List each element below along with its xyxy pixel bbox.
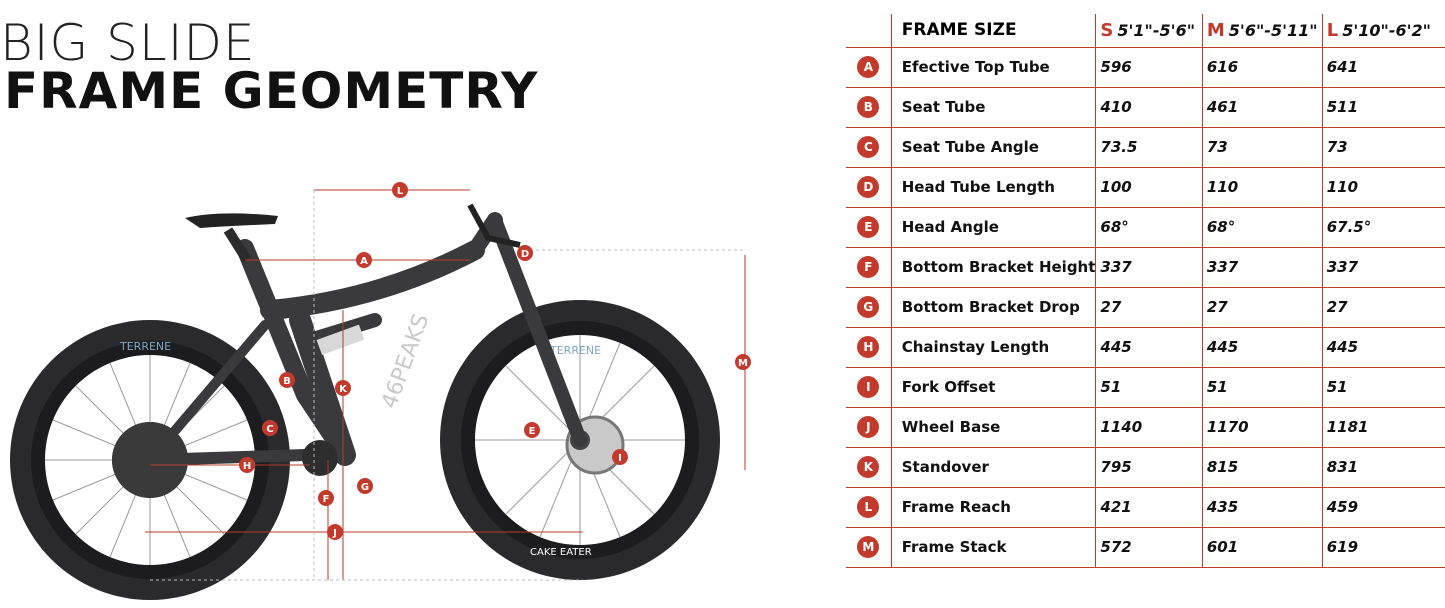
cassette bbox=[112, 422, 188, 498]
value-m: 73 bbox=[1202, 127, 1322, 167]
value-l: 619 bbox=[1322, 527, 1445, 567]
marker-C bbox=[262, 420, 278, 436]
frame-brand: 46PEAKS bbox=[377, 310, 435, 413]
value-m: 27 bbox=[1202, 287, 1322, 327]
value-l: 445 bbox=[1322, 327, 1445, 367]
badge-cell bbox=[846, 487, 891, 527]
table-row bbox=[846, 407, 1445, 447]
measure-badge: L bbox=[857, 496, 879, 518]
value-m: 445 bbox=[1202, 327, 1322, 367]
table-row bbox=[846, 487, 1445, 527]
value-s: 100 bbox=[1096, 167, 1202, 207]
table-row bbox=[846, 327, 1445, 367]
measure-badge: D bbox=[857, 176, 879, 198]
table-row bbox=[846, 207, 1445, 247]
measure-badge: K bbox=[857, 456, 879, 478]
value-l: 1181 bbox=[1322, 407, 1445, 447]
badge-cell bbox=[846, 207, 891, 247]
value-s: 421 bbox=[1096, 487, 1202, 527]
measure-badge: G bbox=[857, 296, 879, 318]
badge-cell bbox=[846, 327, 891, 367]
marker-I bbox=[612, 449, 628, 465]
bike-diagram bbox=[0, 150, 790, 600]
row-label: Bottom Bracket Height bbox=[891, 247, 1096, 287]
table-corner bbox=[846, 14, 891, 47]
value-m: 337 bbox=[1202, 247, 1322, 287]
svg-text:D: D bbox=[520, 249, 530, 260]
svg-text:F: F bbox=[322, 494, 330, 505]
value-l: 110 bbox=[1322, 167, 1445, 207]
svg-text:I: I bbox=[618, 453, 622, 464]
row-label: Head Tube Length bbox=[891, 167, 1096, 207]
value-l: 67.5° bbox=[1322, 207, 1445, 247]
row-label: Frame Reach bbox=[891, 487, 1096, 527]
row-label: Head Angle bbox=[891, 207, 1096, 247]
table-header-row bbox=[846, 14, 1445, 47]
svg-text:J: J bbox=[333, 528, 337, 539]
value-l: 459 bbox=[1322, 487, 1445, 527]
title-line2: FRAME GEOMETRY bbox=[4, 62, 539, 120]
rim-brand: CAKE EATER bbox=[530, 547, 592, 558]
svg-text:E: E bbox=[528, 426, 536, 437]
value-s: 51 bbox=[1096, 367, 1202, 407]
value-s: 795 bbox=[1096, 447, 1202, 487]
measure-badge: I bbox=[857, 376, 879, 398]
title-line1: BIG SLIDE bbox=[0, 14, 256, 72]
table-row bbox=[846, 167, 1445, 207]
row-label: Standover bbox=[891, 447, 1096, 487]
size-range: 5'6"-5'11" bbox=[1228, 20, 1318, 40]
svg-text:M: M bbox=[738, 358, 748, 369]
badge-cell bbox=[846, 287, 891, 327]
value-l: 337 bbox=[1322, 247, 1445, 287]
table-row bbox=[846, 367, 1445, 407]
measure-badge: J bbox=[857, 416, 879, 438]
measure-badge: E bbox=[857, 216, 879, 238]
marker-J bbox=[327, 524, 343, 540]
table-row bbox=[846, 47, 1445, 87]
table-row bbox=[846, 287, 1445, 327]
bike-illustration bbox=[0, 150, 790, 600]
value-s: 337 bbox=[1096, 247, 1202, 287]
value-s: 27 bbox=[1096, 287, 1202, 327]
svg-text:L: L bbox=[396, 186, 404, 197]
marker-A bbox=[356, 252, 372, 268]
size-m-header bbox=[1202, 14, 1322, 47]
value-s: 1140 bbox=[1096, 407, 1202, 447]
row-label: Chainstay Length bbox=[891, 327, 1096, 367]
svg-text:C: C bbox=[266, 424, 274, 435]
front-tire-brand: TERRENE bbox=[550, 344, 602, 357]
value-m: 616 bbox=[1202, 47, 1322, 87]
value-s: 68° bbox=[1096, 207, 1202, 247]
marker-H bbox=[239, 457, 255, 473]
svg-text:K: K bbox=[339, 384, 347, 395]
marker-M bbox=[735, 354, 751, 370]
value-m: 110 bbox=[1202, 167, 1322, 207]
measure-badge: F bbox=[857, 256, 879, 278]
badge-cell bbox=[846, 367, 891, 407]
table-row bbox=[846, 527, 1445, 567]
marker-L bbox=[392, 182, 408, 198]
size-l-header bbox=[1322, 14, 1445, 47]
row-label: Efective Top Tube bbox=[891, 47, 1096, 87]
rear-tire-brand: TERRENE bbox=[120, 340, 172, 353]
value-m: 461 bbox=[1202, 87, 1322, 127]
svg-text:B: B bbox=[283, 376, 291, 387]
marker-E bbox=[524, 422, 540, 438]
size-letter: M bbox=[1206, 19, 1225, 41]
marker-B bbox=[279, 372, 295, 388]
value-s: 410 bbox=[1096, 87, 1202, 127]
geometry-table bbox=[846, 14, 1445, 568]
badge-cell bbox=[846, 127, 891, 167]
value-l: 51 bbox=[1322, 367, 1445, 407]
size-letter: L bbox=[1326, 19, 1339, 41]
badge-cell bbox=[846, 527, 891, 567]
value-s: 596 bbox=[1096, 47, 1202, 87]
svg-text:H: H bbox=[242, 461, 252, 472]
saddle bbox=[185, 213, 278, 228]
value-m: 435 bbox=[1202, 487, 1322, 527]
value-s: 445 bbox=[1096, 327, 1202, 367]
measure-badge: M bbox=[857, 536, 879, 558]
table-row bbox=[846, 127, 1445, 167]
row-label: Frame Stack bbox=[891, 527, 1096, 567]
measure-badge: H bbox=[857, 336, 879, 358]
size-range: 5'10"-6'2" bbox=[1342, 20, 1431, 40]
value-l: 73 bbox=[1322, 127, 1445, 167]
badge-cell bbox=[846, 47, 891, 87]
row-label: Wheel Base bbox=[891, 407, 1096, 447]
measure-badge: B bbox=[857, 96, 879, 118]
row-label: Seat Tube Angle bbox=[891, 127, 1096, 167]
row-label: Bottom Bracket Drop bbox=[891, 287, 1096, 327]
row-label: Fork Offset bbox=[891, 367, 1096, 407]
value-m: 51 bbox=[1202, 367, 1322, 407]
value-m: 1170 bbox=[1202, 407, 1322, 447]
value-l: 831 bbox=[1322, 447, 1445, 487]
measure-badge: C bbox=[857, 136, 879, 158]
marker-F bbox=[318, 490, 334, 506]
value-l: 641 bbox=[1322, 47, 1445, 87]
table-row bbox=[846, 447, 1445, 487]
badge-cell bbox=[846, 247, 891, 287]
value-m: 601 bbox=[1202, 527, 1322, 567]
value-l: 27 bbox=[1322, 287, 1445, 327]
value-s: 572 bbox=[1096, 527, 1202, 567]
table-row bbox=[846, 87, 1445, 127]
value-m: 815 bbox=[1202, 447, 1322, 487]
chainring bbox=[302, 440, 338, 476]
measure-badge: A bbox=[857, 56, 879, 78]
value-s: 73.5 bbox=[1096, 127, 1202, 167]
size-s-header bbox=[1096, 14, 1202, 47]
badge-cell bbox=[846, 407, 891, 447]
table-row bbox=[846, 247, 1445, 287]
frame-size-header: FRAME SIZE bbox=[891, 14, 1096, 47]
marker-G bbox=[357, 478, 373, 494]
marker-K bbox=[335, 380, 351, 396]
size-letter: S bbox=[1100, 19, 1114, 41]
badge-cell bbox=[846, 167, 891, 207]
marker-D bbox=[517, 245, 533, 261]
svg-text:G: G bbox=[360, 482, 370, 493]
size-range: 5'1"-5'6" bbox=[1117, 20, 1196, 40]
value-m: 68° bbox=[1202, 207, 1322, 247]
badge-cell bbox=[846, 447, 891, 487]
svg-text:A: A bbox=[360, 256, 368, 267]
value-l: 511 bbox=[1322, 87, 1445, 127]
badge-cell bbox=[846, 87, 891, 127]
row-label: Seat Tube bbox=[891, 87, 1096, 127]
